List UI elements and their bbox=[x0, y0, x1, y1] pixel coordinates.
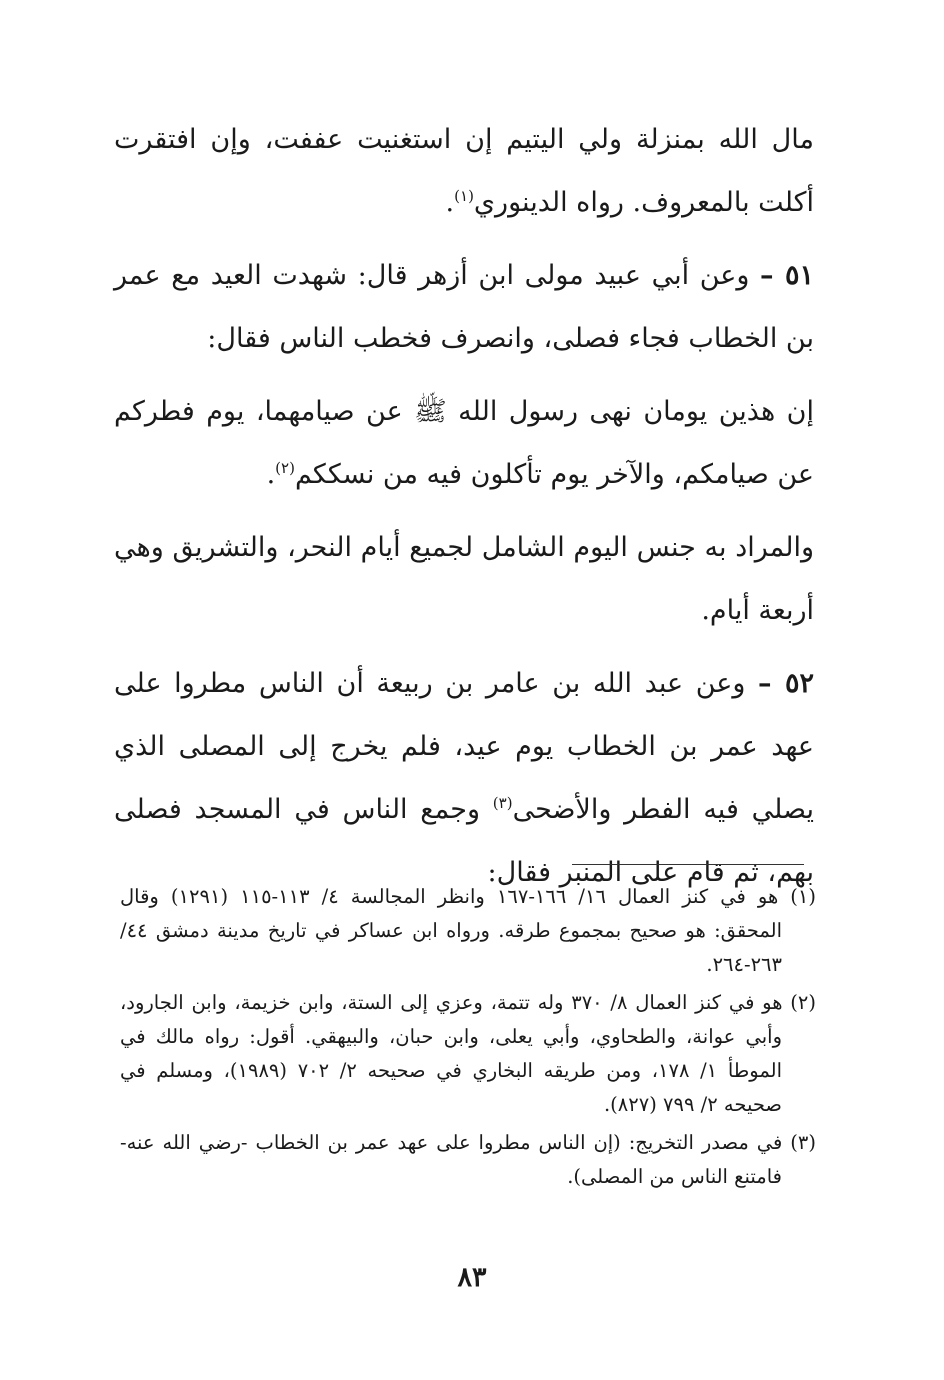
footnote-divider bbox=[572, 864, 804, 865]
main-text bbox=[114, 108, 814, 914]
footnote-2: (٢) هو في كنز العمال ٨/ ٣٧٠ وله تتمة، وعزي إلى الستة، وابن خزيمة، وابن الجارود، وأبي عوانة، والطحاوي، وأبي يعلى، وابن حبان، والبيهقي. أقول: رواه مالك في الموطأ ١/ ١٧٨، ومن طريقه البخاري في صحيحه ٢/ ٧٠٢ (١٩٨٩)، ومسلم في صحيحه ٢/ ٧٩٩ (٨٢٧). bbox=[120, 991, 816, 1116]
footnote-ref-2[interactable]: (٢) bbox=[275, 459, 295, 477]
page-number: ٨٣ bbox=[457, 1262, 487, 1293]
footnote-ref-1[interactable]: (١) bbox=[454, 187, 474, 205]
paragraph-1 bbox=[114, 108, 814, 234]
paragraph-text: وعن أبي عبيد مولى ابن أزهر قال: شهدت العيد مع عمر بن الخطاب فجاء فصلى، وانصرف فخطب الناس فقال: bbox=[114, 260, 814, 354]
paragraph-text: وعن عبد الله بن عامر بن ربيعة أن الناس مطروا على عهد عمر بن الخطاب يوم عيد، فلم يخرج إلى المصلى الذي يصلي فيه الفطر والأضحى bbox=[114, 668, 814, 825]
paragraph-text: إن هذين يومان نهى رسول الله ﷺ عن صيامهما، يوم فطركم عن صيامكم، والآخر يوم تأكلون فيه من نسككم bbox=[114, 396, 814, 490]
footnotes bbox=[120, 880, 816, 1198]
paragraph-3 bbox=[114, 380, 814, 506]
footnote-3: (٣) في مصدر التخريج: (إن الناس مطروا على عهد عمر بن الخطاب -رضي الله عنه- فامتنع الناس من المصلى). bbox=[120, 1131, 816, 1188]
paragraph-text: مال الله بمنزلة ولي اليتيم إن استغنيت عففت، وإن افتقرت أكلت بالمعروف. رواه الدينوري bbox=[114, 124, 814, 218]
paragraph-4 bbox=[114, 516, 814, 642]
paragraph-text-end: وجمع الناس في المسجد فصلى بهم، ثم قام على المنبر فقال: bbox=[114, 794, 814, 888]
paragraph-text: والمراد به جنس اليوم الشامل لجميع أيام النحر، والتشريق وهي أربعة أيام. bbox=[114, 532, 814, 626]
paragraph-52 bbox=[114, 652, 814, 904]
footnote-ref-3[interactable]: (٣) bbox=[492, 794, 513, 812]
hadith-number: ٥٢ – bbox=[758, 668, 814, 699]
hadith-number: ٥١ – bbox=[760, 260, 814, 291]
footnote-1: (١) هو في كنز العمال ١٦/ ١٦٦-١٦٧ وانظر المجالسة ٤/ ١١٣-١١٥ (١٢٩١) وقال المحقق: هو صحيح بمجموع طرقه. ورواه ابن عساكر في تاريخ مدينة دمشق ٤٤/ ٢٦٣-٢٦٤. bbox=[120, 885, 817, 976]
paragraph-text-end: . bbox=[445, 187, 455, 218]
paragraph-51 bbox=[114, 244, 814, 370]
paragraph-text-end: . bbox=[266, 459, 276, 490]
